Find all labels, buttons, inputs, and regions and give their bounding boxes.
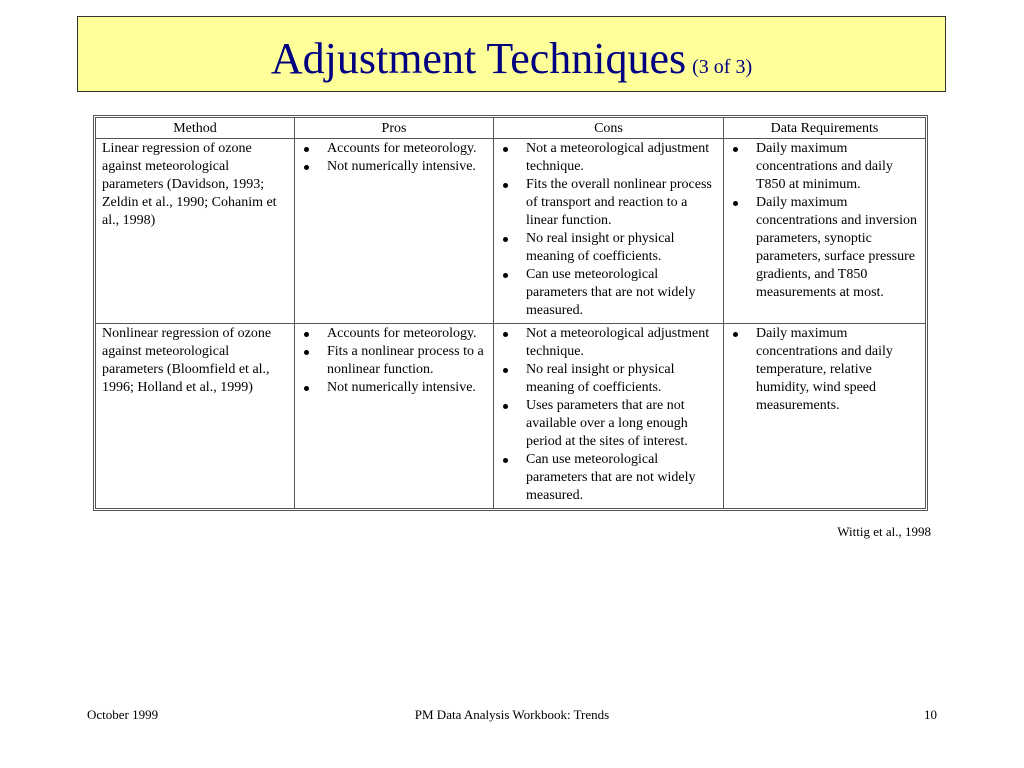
citation: Wittig et al., 1998 (837, 524, 931, 539)
slide-title (270, 34, 753, 89)
list-item: Uses parameters that are not available over a long enough period at the sites of interest. (500, 397, 717, 451)
data-requirements-list (730, 140, 919, 302)
techniques-table-frame (93, 115, 928, 511)
header-data-requirements: Data Requirements (724, 118, 926, 139)
page-number: 10 (924, 707, 937, 722)
slide-title-sub: (3 of 3) (692, 56, 753, 78)
title-banner (77, 16, 946, 92)
pros-list (301, 140, 487, 176)
list-item: Accounts for meteorology. (301, 140, 487, 158)
pros-cell (295, 139, 494, 324)
list-item: Daily maximum concentrations and daily T850 at minimum. (730, 140, 919, 194)
list-item: Fits the overall nonlinear process of transport and reaction to a linear function. (500, 176, 717, 230)
list-item: Can use meteorological parameters that are not widely measured. (500, 451, 717, 505)
pros-list (301, 325, 487, 397)
cons-list (500, 140, 717, 320)
data-requirements-cell (724, 324, 926, 509)
table-row (96, 324, 926, 509)
footer-title: PM Data Analysis Workbook: Trends (414, 707, 610, 722)
data-requirements-list (730, 325, 919, 415)
data-requirements-cell (724, 139, 926, 324)
header-method: Method (96, 118, 295, 139)
list-item: Not numerically intensive. (301, 379, 487, 397)
list-item: No real insight or physical meaning of coefficients. (500, 361, 717, 397)
list-item: Not a meteorological adjustment technique. (500, 140, 717, 176)
techniques-table (95, 117, 926, 509)
table-header-row (96, 118, 926, 139)
list-item: Not a meteorological adjustment technique. (500, 325, 717, 361)
slide-title-main: Adjustment Techniques (270, 34, 687, 83)
method-cell: Nonlinear regression of ozone against meteorological parameters (Bloomfield et al., 1996; Holland et al., 1999) (96, 324, 295, 509)
footer-date: October 1999 (87, 707, 159, 722)
list-item: Accounts for meteorology. (301, 325, 487, 343)
method-cell: Linear regression of ozone against meteorological parameters (Davidson, 1993; Zeldin et al., 1990; Cohanim et al., 1998) (96, 139, 295, 324)
list-item: Can use meteorological parameters that are not widely measured. (500, 266, 717, 320)
list-item: Not numerically intensive. (301, 158, 487, 176)
list-item: Daily maximum concentrations and daily temperature, relative humidity, wind speed measurements. (730, 325, 919, 415)
list-item: Fits a nonlinear process to a nonlinear function. (301, 343, 487, 379)
pros-cell (295, 324, 494, 509)
table-row (96, 139, 926, 324)
header-pros: Pros (295, 118, 494, 139)
cons-cell (494, 324, 724, 509)
header-cons: Cons (494, 118, 724, 139)
cons-list (500, 325, 717, 505)
list-item: No real insight or physical meaning of coefficients. (500, 230, 717, 266)
list-item: Daily maximum concentrations and inversion parameters, synoptic parameters, surface pressure gradients, and T850 measurements at most. (730, 194, 919, 302)
cons-cell (494, 139, 724, 324)
